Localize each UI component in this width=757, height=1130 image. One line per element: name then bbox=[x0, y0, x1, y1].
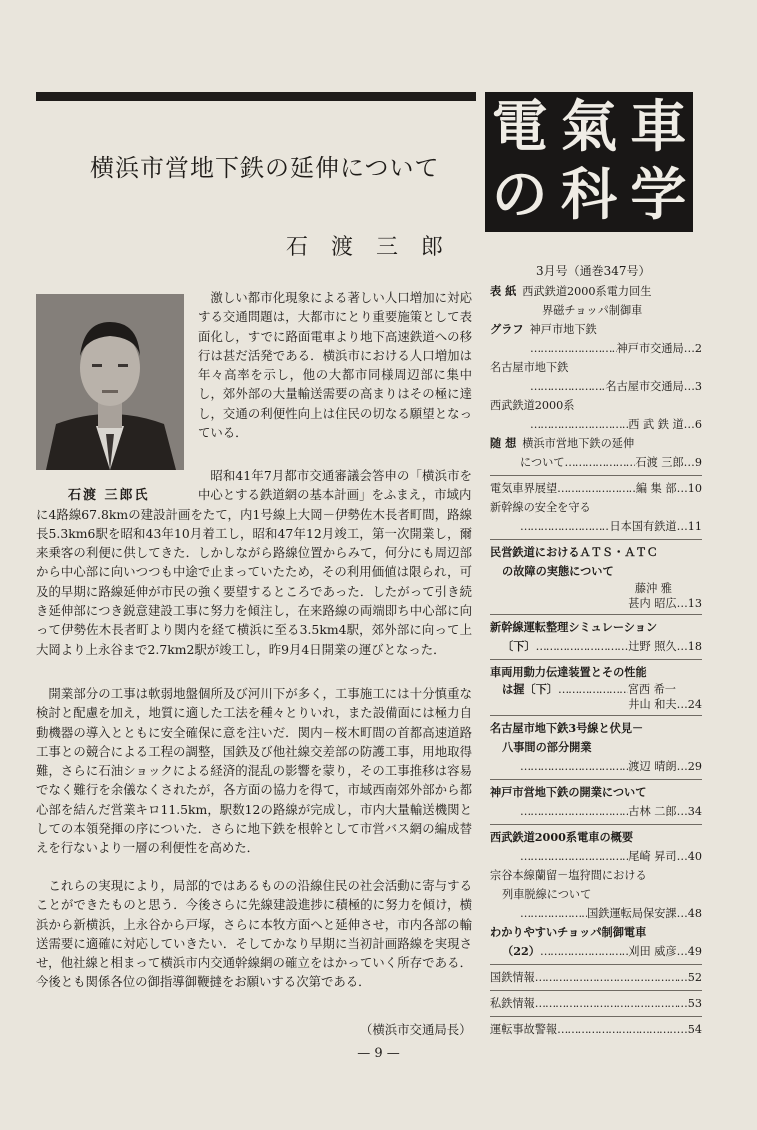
toc-item bbox=[490, 517, 702, 536]
toc-byline: 石渡 三郎…9 bbox=[635, 456, 702, 469]
toc-divider bbox=[490, 539, 702, 540]
toc-divider bbox=[490, 614, 702, 615]
toc-item bbox=[490, 904, 702, 923]
magazine-logo bbox=[485, 92, 693, 232]
toc-divider bbox=[490, 824, 702, 825]
toc-item bbox=[490, 885, 702, 904]
toc-item bbox=[490, 396, 702, 415]
toc-item bbox=[490, 339, 702, 358]
toc-item bbox=[490, 562, 702, 581]
toc-text: 民営鉄道におけるＡＴＳ・ＡＴＣ bbox=[490, 545, 658, 559]
toc-category: グラフ bbox=[490, 322, 524, 336]
issue-number: 3月号（通巻347号） bbox=[536, 264, 651, 278]
toc-text: の故障の実態について bbox=[502, 564, 614, 578]
toc-item bbox=[490, 415, 702, 434]
article-paragraph-3: 開業部分の工事は軟弱地盤個所及び河川下が多く，工事施工には十分慎重な検討と配慮を加え，地質に適した工法を種々とりいれ，また設備面には極力自動機器の導入とともに安全確保に意を注いだ．関内－桜木町間の首都高速道路工事との競合による工程の調整，国鉄及び他社線交差部の防護工事，用地取得難，さらに石油ショックによる経済的混乱の影響を蒙り，その工事推移は容易でなく難行を余儀なくされたが，各方面の協力を得て，市域西南郊外部から都心部を結んだ営業キロ11.5km，駅数12の路線が完成し，市内大量輸送機関としての本領発揮の序についた．さらに地下鉄を根幹として市営バス網の編成替えを行ないより一層の利便性を高めた． bbox=[36, 686, 472, 856]
toc-item bbox=[490, 994, 702, 1013]
toc-text: 列車脱線について bbox=[502, 888, 592, 901]
toc-page: …53 bbox=[676, 997, 702, 1010]
toc-item bbox=[490, 581, 702, 596]
toc-text: わかりやすいチョッパ制御電車 bbox=[490, 925, 647, 939]
toc-text: 〔下〕 bbox=[502, 639, 536, 653]
toc-byline: 甚内 昭広…13 bbox=[628, 597, 702, 610]
toc-divider bbox=[490, 475, 702, 476]
toc-item bbox=[490, 757, 702, 776]
toc-page: …52 bbox=[676, 971, 702, 984]
toc-byline: 西 武 鉄 道…6 bbox=[628, 418, 702, 431]
toc-category: 表 紙 bbox=[490, 284, 517, 298]
toc-item bbox=[490, 802, 702, 821]
toc-item bbox=[490, 682, 702, 697]
toc-item bbox=[490, 320, 702, 339]
toc-text: 界磁チョッパ制御車 bbox=[542, 304, 643, 317]
toc-item bbox=[490, 618, 702, 637]
toc-byline: 名古屋市交通局…3 bbox=[605, 380, 702, 393]
logo-char: 学 bbox=[630, 163, 687, 228]
toc-item bbox=[490, 923, 702, 942]
toc-byline: 古林 二郎…34 bbox=[628, 805, 702, 818]
logo-char: 氣 bbox=[560, 95, 617, 160]
toc-item bbox=[490, 783, 702, 802]
toc-byline: 渡辺 晴朗…29 bbox=[628, 760, 702, 773]
header-rule bbox=[36, 92, 476, 101]
article-paragraph-2 bbox=[36, 466, 472, 659]
toc-item bbox=[490, 968, 702, 987]
toc-item bbox=[490, 719, 702, 738]
toc-item bbox=[490, 543, 702, 562]
toc-item bbox=[490, 637, 702, 656]
toc-byline: 尾崎 昇司…40 bbox=[628, 850, 702, 863]
toc-item bbox=[490, 697, 702, 712]
photo-caption: 石渡 三郎氏 bbox=[68, 488, 150, 503]
toc-text: 西武鉄道2000系電車の概要 bbox=[490, 830, 634, 844]
toc-byline: 刈田 威彦…49 bbox=[628, 945, 702, 958]
toc-item bbox=[490, 942, 702, 961]
toc-divider bbox=[490, 659, 702, 660]
toc-item bbox=[490, 453, 702, 472]
toc-item bbox=[490, 282, 702, 301]
toc-item bbox=[490, 358, 702, 377]
toc-item bbox=[490, 434, 702, 453]
toc-divider bbox=[490, 715, 702, 716]
toc-item bbox=[490, 663, 702, 682]
toc-item bbox=[490, 377, 702, 396]
toc-text: 国鉄情報 bbox=[490, 971, 535, 984]
toc-item bbox=[490, 1020, 702, 1039]
article-author: 石 渡 三 郎 bbox=[286, 235, 451, 260]
toc-item bbox=[490, 738, 702, 757]
table-of-contents bbox=[490, 282, 702, 1039]
article-title: 横浜市営地下鉄の延伸について bbox=[90, 154, 440, 182]
toc-text: 電気車界展望 bbox=[490, 482, 558, 495]
toc-divider bbox=[490, 990, 702, 991]
toc-byline: 編 集 部…10 bbox=[635, 482, 702, 495]
toc-text: 名古屋市地下鉄3号線と伏見－ bbox=[490, 721, 644, 735]
toc-text: 車両用動力伝達装置とその性能 bbox=[490, 665, 647, 679]
toc-item bbox=[490, 301, 702, 320]
toc-item bbox=[490, 596, 702, 611]
toc-text: 横浜市営地下鉄の延伸 bbox=[522, 437, 635, 450]
author-photo bbox=[36, 294, 184, 470]
toc-item bbox=[490, 847, 702, 866]
toc-divider bbox=[490, 964, 702, 965]
logo-char: 科 bbox=[560, 163, 617, 228]
toc-text: 名古屋市地下鉄 bbox=[490, 361, 569, 374]
toc-text: 新幹線運転整理シミュレーション bbox=[490, 620, 658, 634]
toc-byline: 日本国有鉄道…11 bbox=[609, 520, 702, 533]
toc-category: 随 想 bbox=[490, 436, 517, 450]
toc-text: 八事間の部分開業 bbox=[502, 740, 592, 754]
toc-divider bbox=[490, 1016, 702, 1017]
toc-text: 宗谷本線蘭留－塩狩間における bbox=[490, 869, 647, 882]
article-signature: （横浜市交通局長） bbox=[360, 1022, 472, 1037]
toc-byline: 国鉄運転局保安課…48 bbox=[587, 907, 702, 920]
toc-byline: 神戸市交通局…2 bbox=[616, 342, 702, 355]
logo-char: 電 bbox=[491, 95, 548, 160]
toc-text: 新幹線の安全を守る bbox=[490, 501, 591, 514]
toc-text: について bbox=[520, 456, 565, 469]
toc-text: 運転事故警報 bbox=[490, 1023, 558, 1036]
toc-text: 私鉄情報 bbox=[490, 997, 535, 1010]
toc-byline: 宮西 希一 bbox=[627, 683, 676, 696]
toc-text: 神戸市地下鉄 bbox=[529, 323, 597, 336]
toc-page: …54 bbox=[676, 1023, 702, 1036]
toc-item bbox=[490, 479, 702, 498]
page-number: — 9 — bbox=[357, 1046, 400, 1061]
toc-item bbox=[490, 828, 702, 847]
article-paragraph-1: 激しい都市化現象による著しい人口増加に対応する交通問題は，大都市にとり重要施策として表面化し，すでに路面電車より地下高速鉄道への移行は甚だ活発である．横浜市における人口増加は年々高率を示し，他の大都市同様周辺部に集中し，郊外部の大量輸送需要の高まりはその極に達し，交通の利便性向上は住民の切なる願望となっている． bbox=[198, 290, 472, 441]
toc-text: は握〔下〕 bbox=[502, 682, 558, 696]
logo-char: の bbox=[491, 163, 548, 228]
article-paragraph-2-rest: に4路線67.8kmの建設計画をたて，内1号線上大岡－伊勢佐木長者町間，路線長5.3km6駅を昭和43年10月着工し，昭和47年12月竣工，第一次開業し，爾来乗客の利便に供してきた．しかしながら路線位置からみて，何分にも周辺部から中心部に向いつつも中途で止まっていたため，その利用価値は限られ，可及的早期に路線延伸が市民の強く要望するところであった．したがって引き続き延伸部につき鋭意建設工事に努力を傾注し，在来路線の両端即ち中心部に向って伊勢佐木長者町より関内を経て横浜に至る3.5km4駅，郊外部に向って上大岡より上永谷まで2.7km2駅が竣工し，昨9月4日開業の運びとなった． bbox=[36, 506, 472, 657]
logo-char: 車 bbox=[630, 95, 687, 160]
toc-byline: 井山 和夫…24 bbox=[628, 698, 702, 711]
toc-item bbox=[490, 498, 702, 517]
toc-item bbox=[490, 866, 702, 885]
toc-byline: 藤沖 雅 bbox=[634, 582, 672, 595]
toc-text: 神戸市営地下鉄の開業について bbox=[490, 785, 647, 799]
toc-text: 西武鉄道2000系 bbox=[490, 399, 575, 412]
toc-text: （22） bbox=[502, 944, 540, 958]
toc-byline: 辻野 照久…18 bbox=[628, 640, 702, 653]
article-paragraph-2-lead: 昭和41年7月都市交通審議会答申の「横浜市を中心とする鉄道網の基本計画」をふまえ，市域内 bbox=[198, 468, 472, 503]
toc-text: 西武鉄道2000系電力回生 bbox=[522, 285, 652, 298]
toc-divider bbox=[490, 779, 702, 780]
article-paragraph-4: これらの実現により，局部的ではあるものの沿線住民の社会活動に寄与することができたものと思う．今後さらに先線建設進捗に積極的に努力を傾け，横浜から新横浜，上永谷から戸塚，さらに本牧方面へと延伸させ，市内各部の輸送需要に適確に対応していきたい．そしてかなり早期に当初計画路線を実現させ，他社線と相まって横浜市内交通幹線網の確立をはかっていく所存である．今後とも関係各位の御指導御鞭撻をお願いする次第である． bbox=[36, 878, 472, 990]
